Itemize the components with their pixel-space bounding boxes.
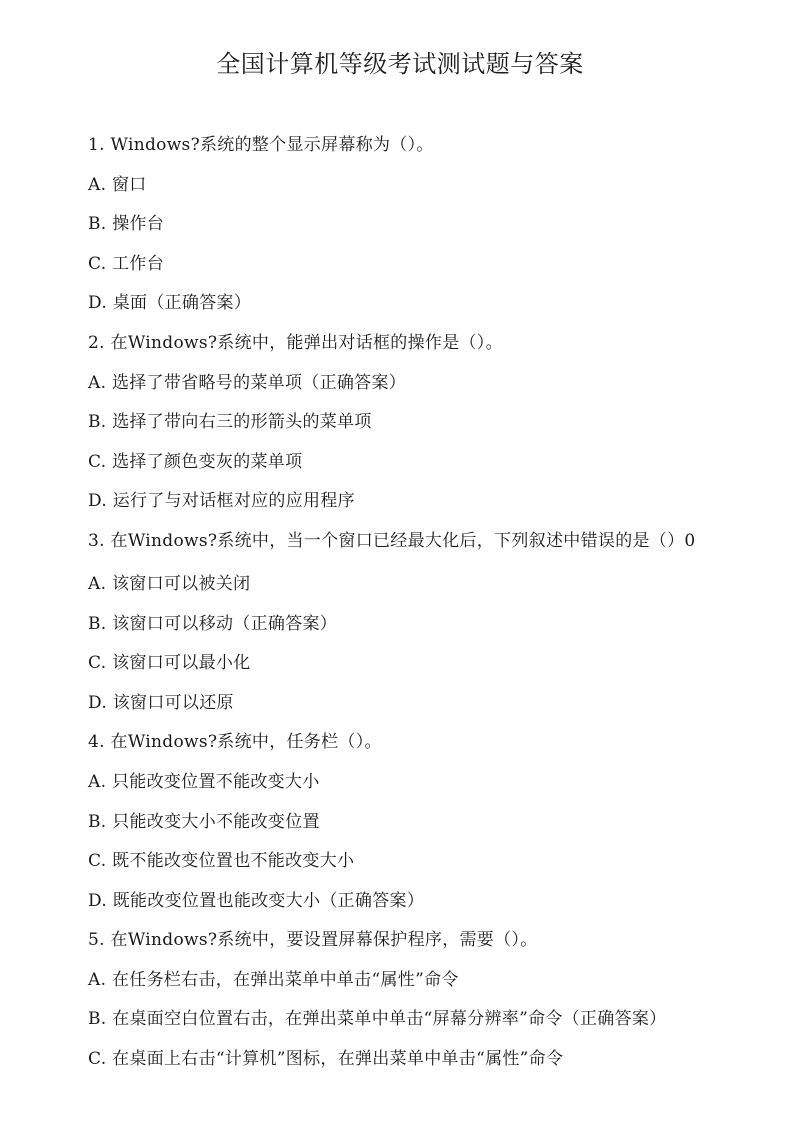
question-5-option-a: A. 在任务栏右击，在弹出菜单中单击“属性”命令 <box>88 969 459 990</box>
question-4-stem: 4. 在Windows?系统中，任务栏（）。 <box>88 732 382 753</box>
question-3-option-b: B. 该窗口可以移动（正确答案） <box>88 613 338 634</box>
question-2-stem: 2. 在Windows?系统中，能弹出对话框的操作是（）。 <box>88 332 503 353</box>
question-3-option-c: C. 该窗口可以最小化 <box>88 653 251 674</box>
question-5-stem: 5. 在Windows?系统中，要设置屏幕保护程序，需要（）。 <box>88 930 538 951</box>
question-4-option-c: C. 既不能改变位置也不能改变大小 <box>88 851 355 872</box>
question-3-option-a: A. 该窗口可以被关闭 <box>88 573 251 594</box>
question-4-option-a: A. 只能改变位置不能改变大小 <box>88 771 320 792</box>
question-2-option-d: D. 运行了与对话框对应的应用程序 <box>88 491 355 512</box>
question-5-option-c: C. 在桌面上右击“计算机”图标，在弹出菜单中单击“属性”命令 <box>88 1049 564 1070</box>
question-1-option-d: D. 桌面（正确答案） <box>88 293 252 314</box>
question-2-option-b: B. 选择了带向右三的形箭头的菜单项 <box>88 412 372 433</box>
question-1-option-c: C. 工作台 <box>88 253 165 274</box>
question-1-option-b: B. 操作台 <box>88 214 165 235</box>
question-list <box>88 131 788 1085</box>
question-3-option-d: D. 该窗口可以还原 <box>88 692 234 713</box>
question-2-option-a: A. 选择了带省略号的菜单项（正确答案） <box>88 372 407 393</box>
question-4-option-d: D. 既能改变位置也能改变大小（正确答案） <box>88 890 425 911</box>
question-2-option-c: C. 选择了颜色变灰的菜单项 <box>88 451 303 472</box>
question-5-option-b: B. 在桌面空白位置右击，在弹出菜单中单击“屏幕分辨率”命令（正确答案） <box>88 1009 667 1030</box>
question-4-option-b: B. 只能改变大小不能改变位置 <box>88 811 320 832</box>
question-1-option-a: A. 窗口 <box>88 174 147 195</box>
document-title: 全国计算机等级考试测试题与答案 <box>216 50 584 78</box>
question-1-stem: 1. Windows?系统的整个显示屏幕称为（）。 <box>88 135 434 155</box>
question-3-stem: 3. 在Windows?系统中，当一个窗口已经最大化后，下列叙述中错误的是（）0 <box>88 530 696 551</box>
